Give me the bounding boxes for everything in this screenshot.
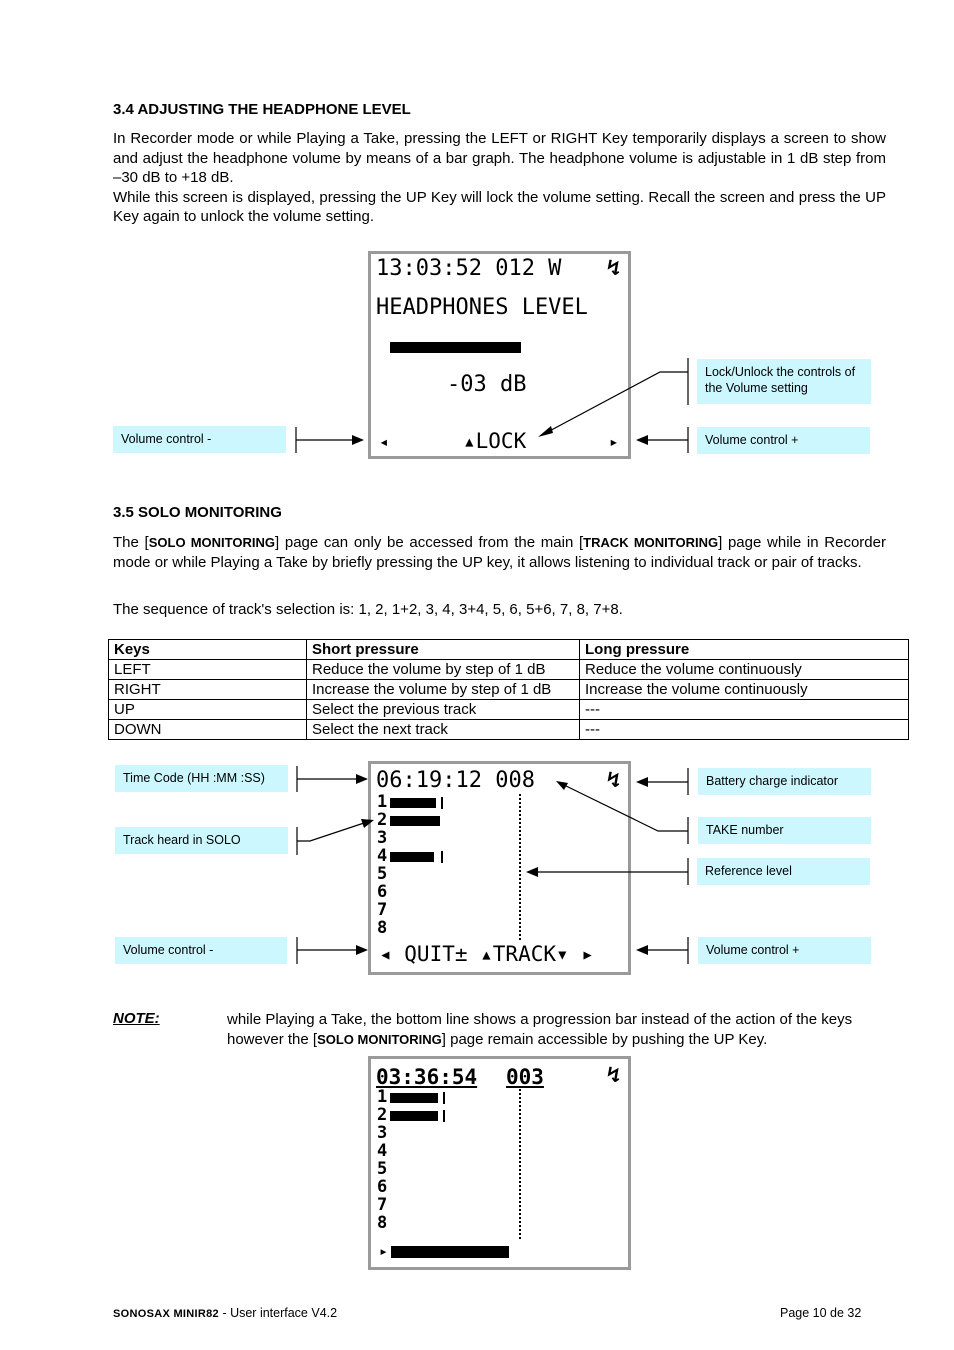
track-level-bar [390,1093,438,1103]
time-code-highlighted: 03:36:54 [376,1065,478,1089]
table-cell: --- [580,700,909,720]
footer-doc: - User interface V4.2 [218,1306,338,1320]
time-code-take-line: 06:19:12 008 [376,768,535,793]
callout-lock-unlock: Lock/Unlock the controls of the Volume setting [697,359,871,404]
callout-time-code: Time Code (HH :MM :SS) [115,765,288,792]
note-text-part: ] page remain accessible by pushing the UP Key. [441,1030,768,1048]
battery-icon: ↯ [607,256,621,281]
table-header: Long pressure [580,640,909,660]
track-number: 4 [377,846,388,866]
track-number: 7 [377,1195,388,1215]
callout-volume-minus: Volume control - [113,426,286,453]
callout-battery: Battery charge indicator [698,768,871,795]
track-number: 1 [377,1087,388,1107]
table-cell: Select the next track [307,720,580,740]
paragraph-text: The [ [113,534,149,551]
section-3-4-title: 3.4 ADJUSTING THE HEADPHONE LEVEL [113,101,411,118]
track-number: 3 [377,1123,388,1143]
solo-monitoring-term: SOLO MONITORING [148,535,275,550]
table-cell: Select the previous track [307,700,580,720]
track-number: 5 [377,864,388,884]
paragraph-text: ] page can only be accessed from the main [ [274,534,584,551]
track-number: 3 [377,828,388,848]
screen-status-line: 13:03:52 012 W [376,256,562,281]
track-level-bar [390,1111,438,1121]
table-cell: Reduce the volume by step of 1 dB [307,660,580,680]
track-number: 7 [377,900,388,920]
table-cell: Reduce the volume continuously [580,660,909,680]
table-header: Short pressure [307,640,580,660]
section-3-5-title: 3.5 SOLO MONITORING [113,504,282,521]
track-sequence-text: The sequence of track's selection is: 1, 2, 1+2, 3, 4, 3+4, 5, 6, 5+6, 7, 8, 7+8. [113,601,623,618]
callout-track-solo: Track heard in SOLO [115,827,288,854]
screen-title: HEADPHONES LEVEL [376,295,588,320]
table-cell: RIGHT [109,680,307,700]
lock-label: ▴LOCK [463,429,527,453]
right-arrow-icon: ▸ [609,432,619,451]
progress-bar [391,1246,509,1258]
battery-icon: ↯ [607,768,621,793]
brand-name: SONOSAX MINIR82 [113,1308,219,1320]
section-3-4-text-2: While this screen is displayed, pressing the UP Key will lock the volume setting. Recall the screen and press the UP Key again to unlock the volume setting. [113,188,886,225]
footer-left [113,1306,337,1320]
page-number: Page 10 de 32 [780,1306,862,1320]
track-number: 4 [377,1141,388,1161]
note-text-part: while Playing a Take, the bottom line shows a progression bar instead of the action of the keys however the [ [227,1011,853,1048]
track-number: 8 [377,1213,388,1233]
table-cell: Increase the volume by step of 1 dB [307,680,580,700]
battery-icon: ↯ [607,1063,621,1088]
track-number: 6 [377,1177,388,1197]
track-number: 5 [377,1159,388,1179]
reference-level-line [519,1089,521,1239]
table-cell: LEFT [109,660,307,680]
callout-volume-plus: Volume control + [698,937,871,964]
volume-level-value: -03 dB [447,372,527,397]
track-number: 8 [377,918,388,938]
section-3-4-text-1: In Recorder mode or while Playing a Take, pressing the LEFT or RIGHT Key temporarily displays a screen to show and adjust the headphone volume by means of a bar graph. The headphone volume is adjustable in 1 dB step from –30 dB to +18 dB. [113,130,886,186]
track-monitoring-term: TRACK MONITORING [583,535,719,550]
play-icon: ▸ [379,1242,389,1260]
callout-take-number: TAKE number [698,817,871,844]
note-label: NOTE: [113,1010,160,1027]
table-header: Keys [109,640,307,660]
track-number: 2 [377,810,388,830]
peak-marker [443,1110,445,1122]
left-arrow-icon: ◂ [379,432,389,451]
table-cell: Increase the volume continuously [580,680,909,700]
callout-volume-minus: Volume control - [115,937,287,964]
solo-monitoring-term: SOLO MONITORING [317,1031,442,1047]
peak-marker [443,1092,445,1104]
callout-reference-level: Reference level [697,858,870,885]
solo-bottom-line: ◂ QUIT± ▴TRACK▾ ▸ [379,942,594,966]
table-cell: DOWN [109,720,307,740]
take-number-highlighted: 003 [506,1065,544,1089]
track-number: 2 [377,1105,388,1125]
table-cell: UP [109,700,307,720]
note-text [227,1010,887,1049]
playing-take-screen [368,1056,631,1270]
track-number: 1 [377,792,388,812]
paragraph-text: ] page while in Recorder mode or while Playing a Take by briefly pressing the UP key, it allows listening to individual track or pair of tracks. [113,534,886,571]
table-cell: --- [580,720,909,740]
callout-volume-plus: Volume control + [697,427,870,454]
track-number: 6 [377,882,388,902]
